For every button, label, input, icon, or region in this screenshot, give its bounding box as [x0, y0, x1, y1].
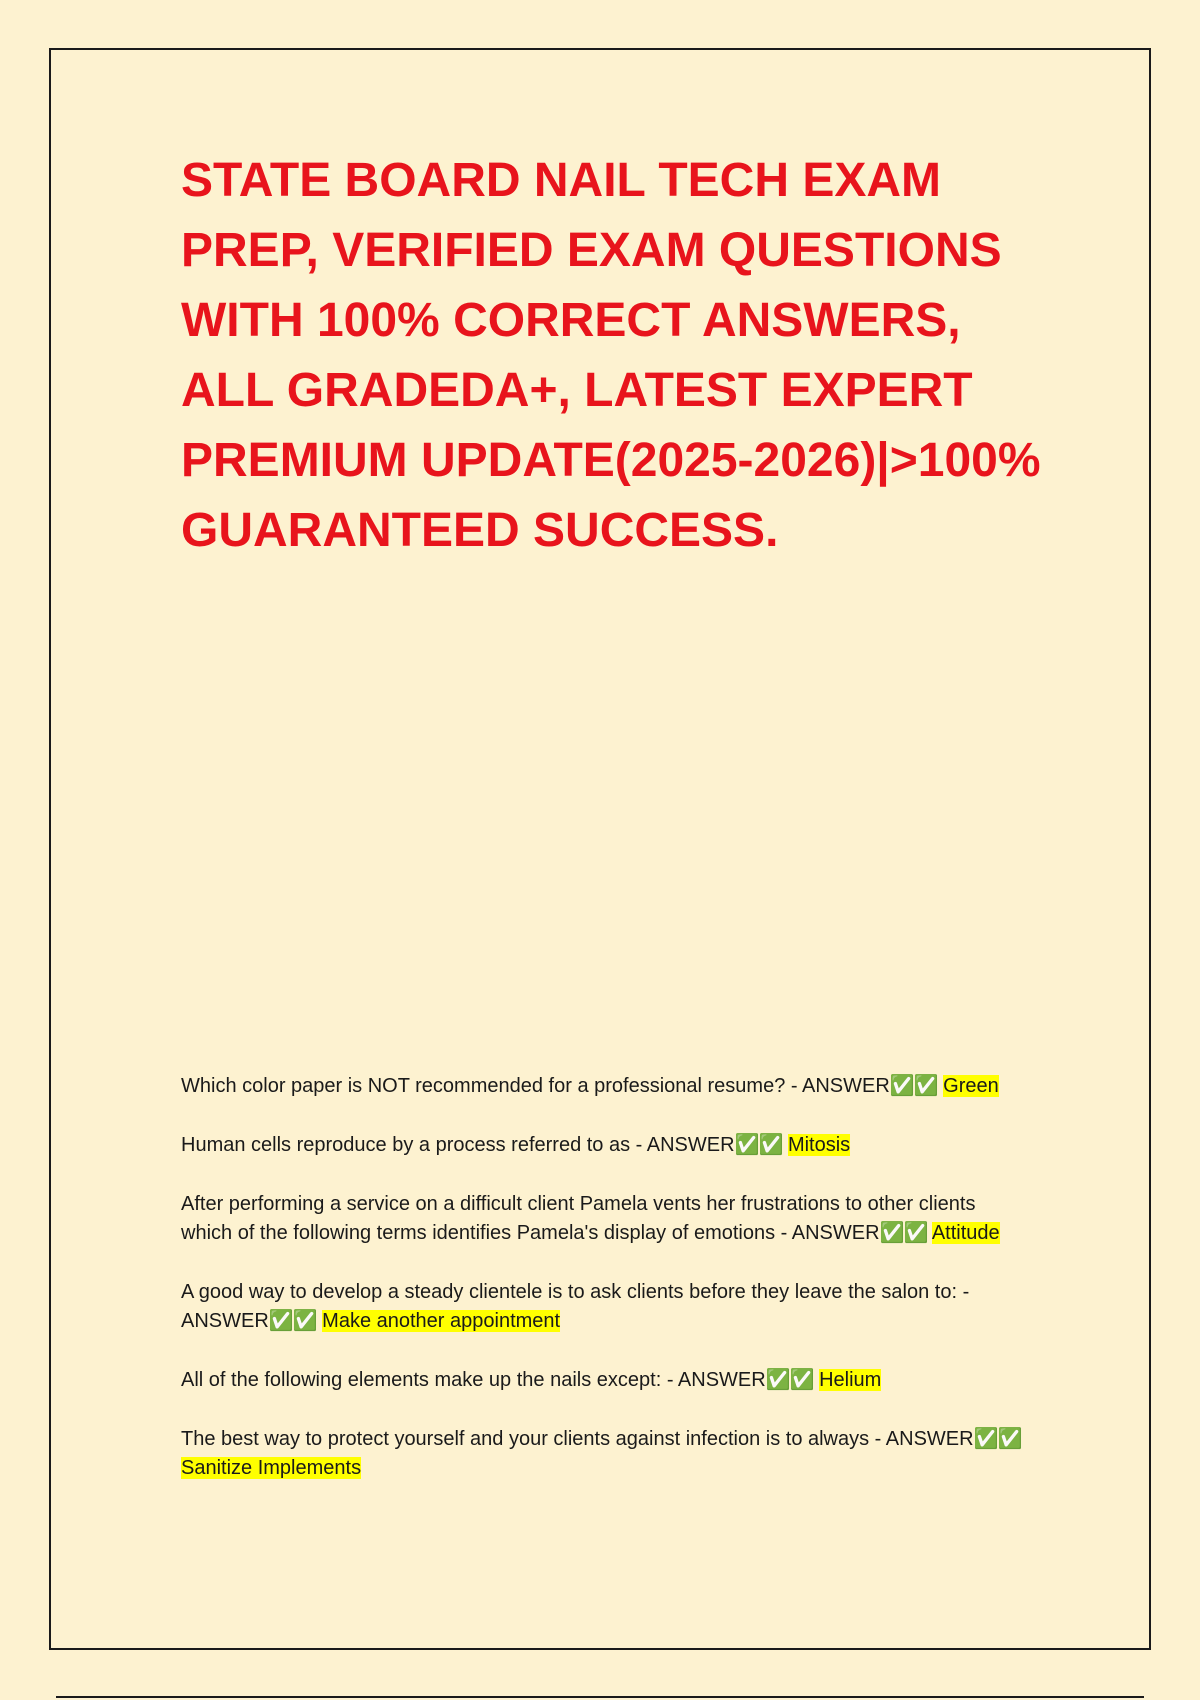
question-text: The best way to protect yourself and your clients against infection is to always - ANSWER — [181, 1428, 974, 1450]
highlighted-answer: Mitosis — [787, 1134, 851, 1156]
question-text: Which color paper is NOT recommended for a professional resume? - ANSWER — [181, 1075, 890, 1097]
highlighted-answer: Green — [943, 1075, 999, 1097]
highlighted-answer: Make another appointment — [322, 1310, 561, 1332]
question-text: After performing a service on a difficult client Pamela vents her frustrations to other clients which of the following terms identifies Pamela's display of emotions - ANSWER — [181, 1193, 976, 1244]
highlighted-answer: Helium — [819, 1369, 882, 1391]
qa-item — [181, 1278, 1031, 1336]
double-check-icon: ✅✅ — [734, 1134, 783, 1156]
double-check-icon: ✅✅ — [889, 1075, 938, 1097]
qa-item — [181, 1072, 1031, 1101]
highlighted-answer: Attitude — [931, 1222, 1000, 1244]
qa-item — [181, 1425, 1031, 1483]
double-check-icon: ✅✅ — [973, 1428, 1022, 1450]
question-text: Human cells reproduce by a process referred to as - ANSWER — [181, 1134, 735, 1156]
document-title: STATE BOARD NAIL TECH EXAM PREP, VERIFIED EXAM QUESTIONS WITH 100% CORRECT ANSWERS, ALL GRADEDA+, LATEST EXPERT PREMIUM UPDATE(2025-2026)|>100% GUARANTEED SUCCESS. — [181, 154, 1041, 557]
qa-item — [181, 1131, 1031, 1160]
double-check-icon: ✅✅ — [879, 1222, 928, 1244]
next-page-top-border — [56, 1696, 1144, 1698]
question-text: All of the following elements make up the nails except: - ANSWER — [181, 1369, 766, 1391]
double-check-icon: ✅✅ — [765, 1369, 814, 1391]
qa-item — [181, 1190, 1031, 1248]
question-text: A good way to develop a steady clientele is to ask clients before they leave the salon to: - ANSWER — [181, 1281, 970, 1332]
qa-item — [181, 1366, 1031, 1395]
highlighted-answer: Sanitize Implements — [181, 1457, 362, 1479]
double-check-icon: ✅✅ — [268, 1310, 317, 1332]
question-answer-list — [181, 1072, 1031, 1483]
